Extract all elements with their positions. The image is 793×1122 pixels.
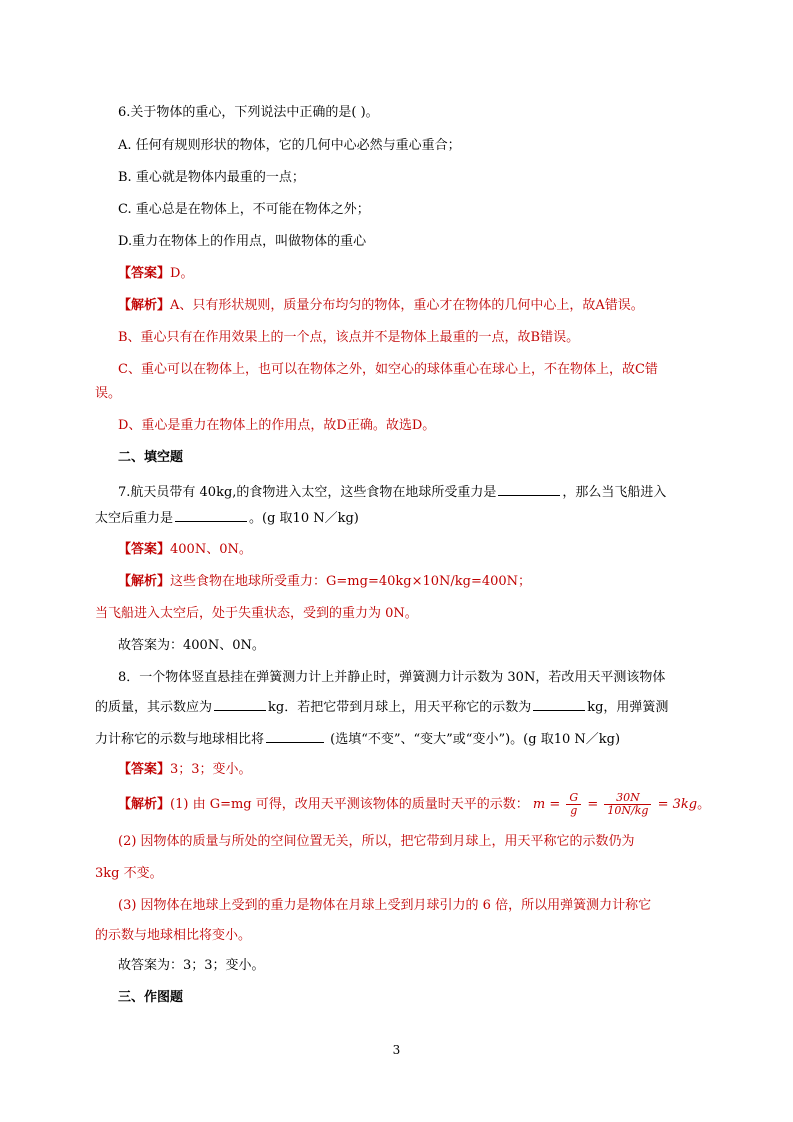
q7-stem-line-1	[118, 482, 666, 502]
q8-analysis-line-2: (2) 因物体的质量与所处的空间位置无关，所以，把它带到月球上，用天平称它的示数仍为	[118, 834, 635, 849]
q7-analysis-text: 这些食物在地球所受重力：G=mg=40kg×10N/kg=400N；	[170, 574, 532, 589]
q8-analysis-line-3: 3kg 不变。	[95, 866, 163, 881]
answer-blank	[175, 508, 247, 522]
formula-lhs: m =	[532, 797, 561, 812]
q8-stem-text-2b: kg．若把它带到月球上，用天平称它的示数为	[268, 700, 532, 715]
q6-analysis-line-3: C、重心可以在物体上，也可以在物体之外，如空心的球体重心在球心上，不在物体上，故C错	[118, 362, 658, 377]
q8-stem-text-2a: 的质量，其示数应为	[95, 700, 213, 715]
q7-summary: 故答案为：400N、0N。	[118, 638, 265, 653]
q6-answer: D。	[170, 266, 194, 281]
q7-stem-text-2b: 。(g 取10 N／kg)	[249, 511, 359, 526]
answer-tag: 【答案】	[118, 542, 171, 557]
answer-blank	[498, 482, 560, 496]
q8-analysis-line-5: 的示数与地球相比将变小。	[95, 928, 252, 943]
q8-stem-line-2	[95, 697, 668, 717]
q6-analysis-line-2: B、重心只有在作用效果上的一个点，该点并不是物体上最重的一点，故B错误。	[118, 330, 580, 345]
page-number: 3	[392, 1043, 401, 1057]
q8-stem-text-3a: 力计称它的示数与地球相比将	[95, 732, 265, 747]
q7-stem-text-1b: ，那么当飞船进入	[562, 485, 667, 500]
q6-stem: 6.关于物体的重心，下列说法中正确的是( )。	[118, 105, 379, 120]
q6-option-d: D.重力在物体上的作用点，叫做物体的重心	[118, 234, 367, 249]
answer-blank	[533, 697, 585, 711]
formula-numerator: 30N	[604, 792, 651, 805]
q7-analysis-line-1	[118, 573, 531, 591]
analysis-tag: 【解析】	[118, 298, 171, 313]
q8-stem-line-1: 8．一个物体竖直悬挂在弹簧测力计上并静止时，弹簧测力计示数为 30N，若改用天平测该物体	[118, 670, 666, 685]
q6-analysis-line-1	[118, 297, 644, 315]
q8-stem-line-3	[95, 729, 620, 749]
q8-analysis-text-1: (1) 由 G=mg 可得，改用天平测该物体的质量时天平的示数：	[170, 797, 529, 812]
q8-summary: 故答案为：3；3；变小。	[118, 958, 265, 973]
q6-analysis-line-4: 误。	[95, 386, 122, 401]
q7-stem-text-1a: 7.航天员带有 40kg,的食物进入太空，这些食物在地球所受重力是	[118, 485, 497, 500]
q6-analysis-line-5: D、重心是重力在物体上的作用点，故D正确。故选D。	[118, 418, 436, 433]
q7-analysis-line-2: 当飞船进入太空后，处于失重状态，受到的重力为 0N。	[95, 606, 418, 621]
q6-answer-line	[118, 265, 193, 283]
analysis-tag: 【解析】	[118, 574, 171, 589]
q6-analysis-text: A、只有形状规则，质量分布均匀的物体，重心才在物体的几何中心上，故A错误。	[170, 298, 644, 313]
formula-result: = 3kg	[657, 797, 698, 812]
formula-equals: =	[587, 797, 599, 812]
q8-stem-text-2c: kg，用弹簧测	[587, 700, 669, 715]
answer-tag: 【答案】	[118, 266, 171, 281]
q7-answer: 400N、0N。	[170, 542, 252, 557]
formula-fraction-values	[604, 792, 651, 817]
q8-answer-line	[118, 761, 252, 779]
q7-answer-line	[118, 541, 252, 559]
q8-stem-text-3b: (选填“不变”、“变大”或“变小”)。(g 取10 N／kg)	[326, 732, 621, 747]
q7-stem-text-2a: 太空后重力是	[95, 511, 174, 526]
formula-end: 。	[697, 797, 711, 812]
q6-option-c: C. 重心总是在物体上，不可能在物体之外；	[118, 202, 370, 217]
answer-blank	[266, 729, 324, 743]
section-heading-fill-in: 二、填空题	[118, 450, 184, 465]
answer-blank	[214, 697, 266, 711]
formula-fraction-g-over-g	[566, 792, 581, 817]
answer-tag: 【答案】	[118, 762, 171, 777]
formula-denominator: g	[570, 804, 578, 817]
formula-numerator: G	[566, 792, 581, 805]
q6-option-b: B. 重心就是物体内最重的一点；	[118, 170, 305, 185]
q8-analysis-line-1	[118, 790, 710, 820]
analysis-tag: 【解析】	[118, 797, 171, 812]
q6-option-a: A. 任何有规则形状的物体，它的几何中心必然与重心重合；	[118, 138, 461, 153]
formula-denominator: 10N/kg	[607, 804, 649, 817]
q8-analysis-line-4: (3) 因物体在地球上受到的重力是物体在月球上受到月球引力的 6 倍，所以用弹簧测力计称它	[118, 898, 652, 913]
q7-stem-line-2	[95, 508, 359, 528]
section-heading-drawing: 三、作图题	[118, 990, 184, 1005]
q8-answer: 3；3；变小。	[170, 762, 252, 777]
